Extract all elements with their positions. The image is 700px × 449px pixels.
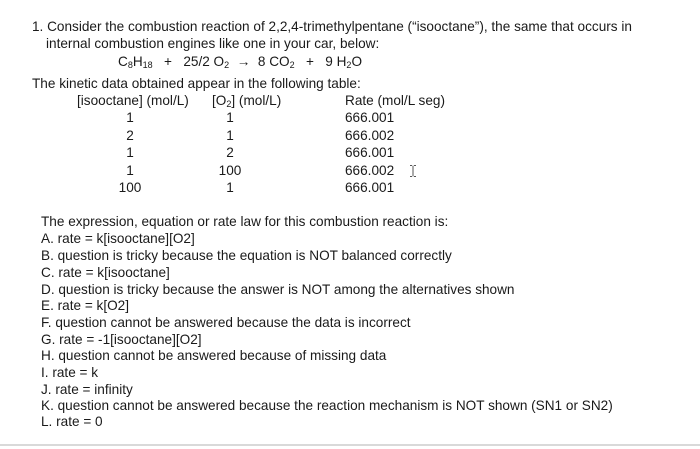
option-k[interactable]: K. question cannot be answered because the reaction mechanism is NOT shown (SN1 or SN2) bbox=[41, 398, 613, 413]
table-cell-o2: 1 bbox=[226, 180, 234, 195]
eq-c-sub: 8 bbox=[127, 60, 133, 70]
prompt-text: The expression, equation or rate law for this combustion reaction is: bbox=[41, 214, 449, 229]
table-cell-rate: 666.002 bbox=[345, 128, 395, 143]
table-cell-rate: 666.001 bbox=[345, 110, 395, 125]
eq-co2: 8 CO bbox=[257, 54, 290, 69]
option-e[interactable]: E. rate = k[O2] bbox=[41, 298, 130, 313]
option-d[interactable]: D. question is tricky because the answer is NOT among the alternatives shown bbox=[41, 282, 515, 297]
header-o2-open: [O bbox=[212, 93, 227, 108]
eq-arrow-icon: → bbox=[236, 54, 251, 69]
table-cell-rate: 666.001 bbox=[345, 180, 395, 195]
kinetic-intro: The kinetic data obtained appear in the following table: bbox=[32, 76, 361, 91]
table-cell-iso: 1 bbox=[126, 110, 134, 125]
question-line-1: 1. Consider the combustion reaction of 2,2,4-trimethylpentane (“isooctane”), the same that occurs in bbox=[32, 19, 632, 34]
header-isooctane: [isooctane] (mol/L) bbox=[77, 93, 189, 108]
option-b[interactable]: B. question is tricky because the equation is NOT balanced correctly bbox=[41, 248, 452, 263]
eq-h: H bbox=[132, 54, 143, 69]
header-rate: Rate (mol/L seg) bbox=[345, 93, 445, 108]
eq-plus-2: + bbox=[305, 54, 314, 69]
combustion-equation bbox=[118, 53, 362, 70]
eq-o2: 25/2 O bbox=[183, 54, 225, 69]
table-cell-rate: 666.002 bbox=[345, 163, 395, 178]
header-o2 bbox=[212, 92, 281, 109]
table-cell-iso: 100 bbox=[118, 180, 142, 195]
option-i[interactable]: I. rate = k bbox=[41, 365, 99, 380]
option-c[interactable]: C. rate = k[isooctane] bbox=[41, 265, 170, 280]
option-j[interactable]: J. rate = infinity bbox=[41, 382, 133, 397]
eq-c: C bbox=[118, 54, 128, 69]
header-o2-sub: 2 bbox=[226, 99, 232, 109]
eq-co2-sub: 2 bbox=[289, 60, 295, 70]
eq-o2-sub: 2 bbox=[224, 60, 230, 70]
option-a[interactable]: A. rate = k[isooctane][O2] bbox=[41, 231, 195, 246]
table-cell-iso: 2 bbox=[126, 128, 134, 143]
question-line-2: internal combustion engines like one in your car, below: bbox=[46, 36, 380, 51]
text-cursor-icon bbox=[410, 165, 418, 179]
eq-h2o-end: O bbox=[351, 54, 363, 69]
table-cell-iso: 1 bbox=[126, 145, 134, 160]
table-cell-o2: 1 bbox=[226, 128, 234, 143]
option-f[interactable]: F. question cannot be answered because the data is incorrect bbox=[41, 315, 411, 330]
header-o2-close: ] (mol/L) bbox=[231, 93, 282, 108]
table-cell-o2: 100 bbox=[218, 163, 242, 178]
text-cursor-glyph bbox=[410, 165, 416, 177]
option-h[interactable]: H. question cannot be answered because of missing data bbox=[41, 348, 387, 363]
eq-plus-1: + bbox=[164, 54, 172, 69]
bottom-divider bbox=[0, 444, 700, 446]
table-cell-o2: 2 bbox=[226, 145, 234, 160]
option-l[interactable]: L. rate = 0 bbox=[41, 414, 103, 429]
option-g[interactable]: G. rate = -1[isooctane][O2] bbox=[41, 332, 202, 347]
eq-h2o: 9 H bbox=[325, 54, 347, 69]
table-cell-iso: 1 bbox=[126, 163, 134, 178]
eq-h2o-sub: 2 bbox=[346, 60, 352, 70]
eq-h-sub: 18 bbox=[142, 60, 153, 70]
table-cell-o2: 1 bbox=[226, 110, 234, 125]
table-cell-rate: 666.001 bbox=[345, 145, 395, 160]
